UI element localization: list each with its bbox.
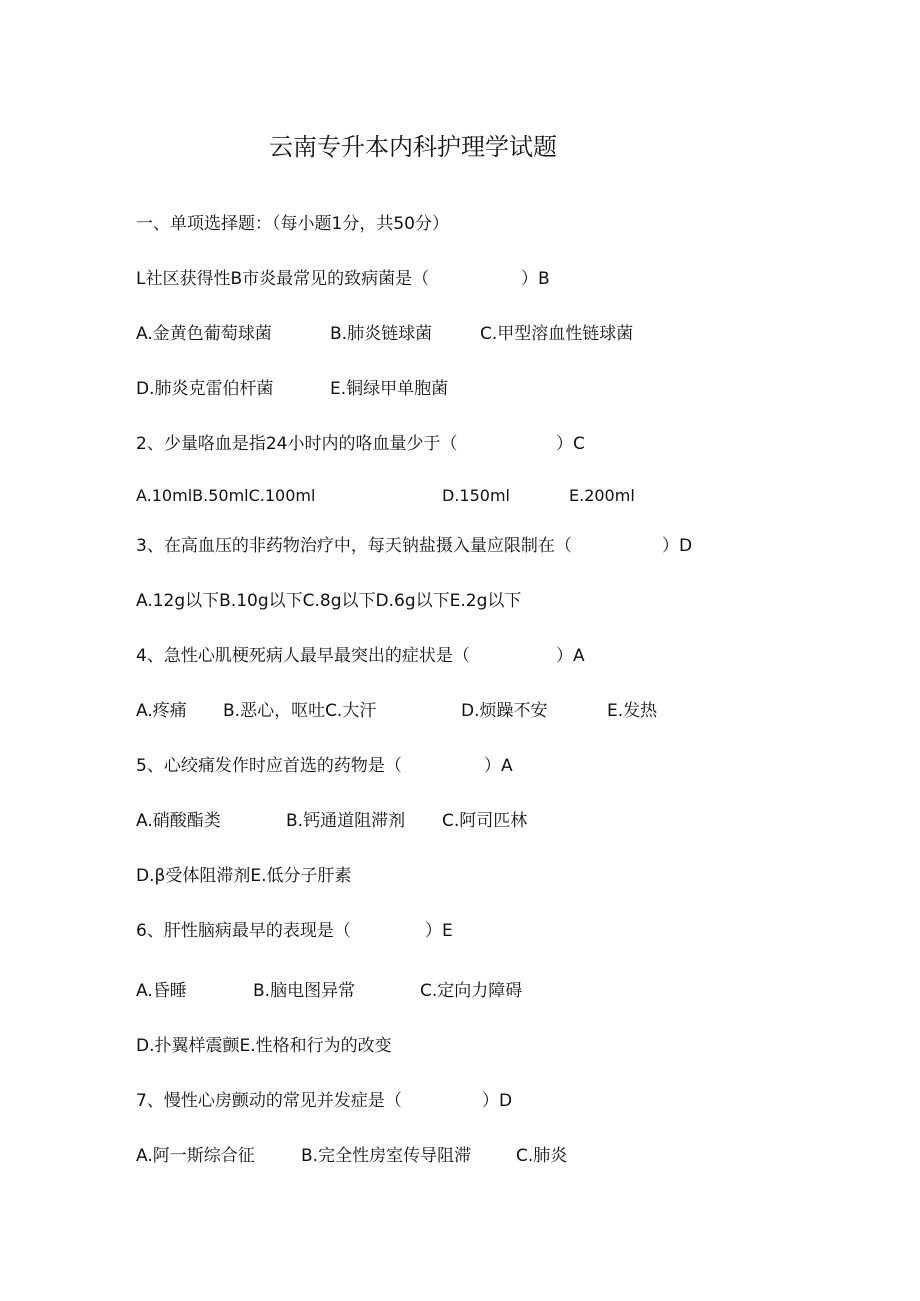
question-answer: ）D xyxy=(662,536,693,556)
question-answer: ）C xyxy=(556,434,585,454)
question-answer: ）B xyxy=(521,269,550,289)
question-stem: 3、在高血压的非药物治疗中，每天钠盐摄入量应限制在（ xyxy=(136,536,572,556)
option: D.肺炎克雷伯杆菌 xyxy=(136,379,274,399)
option: A.昏睡 xyxy=(136,981,187,1001)
option: B.脑电图异常 xyxy=(253,981,356,1001)
question-stem: 5、心绞痛发作时应首选的药物是（ xyxy=(136,756,402,776)
option: C.肺炎 xyxy=(516,1146,568,1166)
option: D.150ml xyxy=(442,486,510,505)
option: B.钙通道阻滞剂 xyxy=(286,811,406,831)
option: A.12g以下B.10g以下C.8g以下D.6g以下E.2g以下 xyxy=(136,591,522,611)
option: D.扑翼样震颤E.性格和行为的改变 xyxy=(136,1036,392,1056)
option: B.完全性房室传导阻滞 xyxy=(301,1146,472,1166)
option: A.金黄色葡萄球菌 xyxy=(136,324,272,344)
option: D.烦躁不安 xyxy=(461,701,548,721)
option: E.发热 xyxy=(607,701,658,721)
option: D.β受体阻滞剂E.低分子肝素 xyxy=(136,866,352,886)
question-stem: 6、肝性脑病最早的表现是（ xyxy=(136,921,351,941)
question-answer: ）D xyxy=(482,1091,513,1111)
option: A.10mlB.50mlC.100ml xyxy=(136,486,316,505)
option: A.硝酸酯类 xyxy=(136,811,221,831)
question-stem: 2、少量咯血是指24小时内的咯血量少于（ xyxy=(136,434,458,454)
section-heading: 一、单项选择题：（每小题1分，共50分） xyxy=(136,214,449,234)
option: E.铜绿甲单胞菌 xyxy=(330,379,449,399)
question-stem: L社区获得性B市炎最常见的致病菌是（ xyxy=(136,269,430,289)
question-answer: ）E xyxy=(425,921,453,941)
option: A.阿一斯综合征 xyxy=(136,1146,255,1166)
question-stem: 7、慢性心房颤动的常见并发症是（ xyxy=(136,1091,402,1111)
option: C.阿司匹林 xyxy=(442,811,528,831)
option: C.定向力障碍 xyxy=(420,981,523,1001)
question-stem: 4、急性心肌梗死病人最早最突出的症状是（ xyxy=(136,646,470,666)
option: A.疼痛 xyxy=(136,701,187,721)
option: C.甲型溶血性链球菌 xyxy=(480,324,634,344)
question-answer: ）A xyxy=(484,756,513,776)
question-answer: ）A xyxy=(556,646,585,666)
document-title: 云南专升本内科护理学试题 xyxy=(269,133,557,161)
option: B.肺炎链球菌 xyxy=(330,324,433,344)
option: B.恶心，呕吐C.大汗 xyxy=(223,701,377,721)
option: E.200ml xyxy=(569,486,635,505)
